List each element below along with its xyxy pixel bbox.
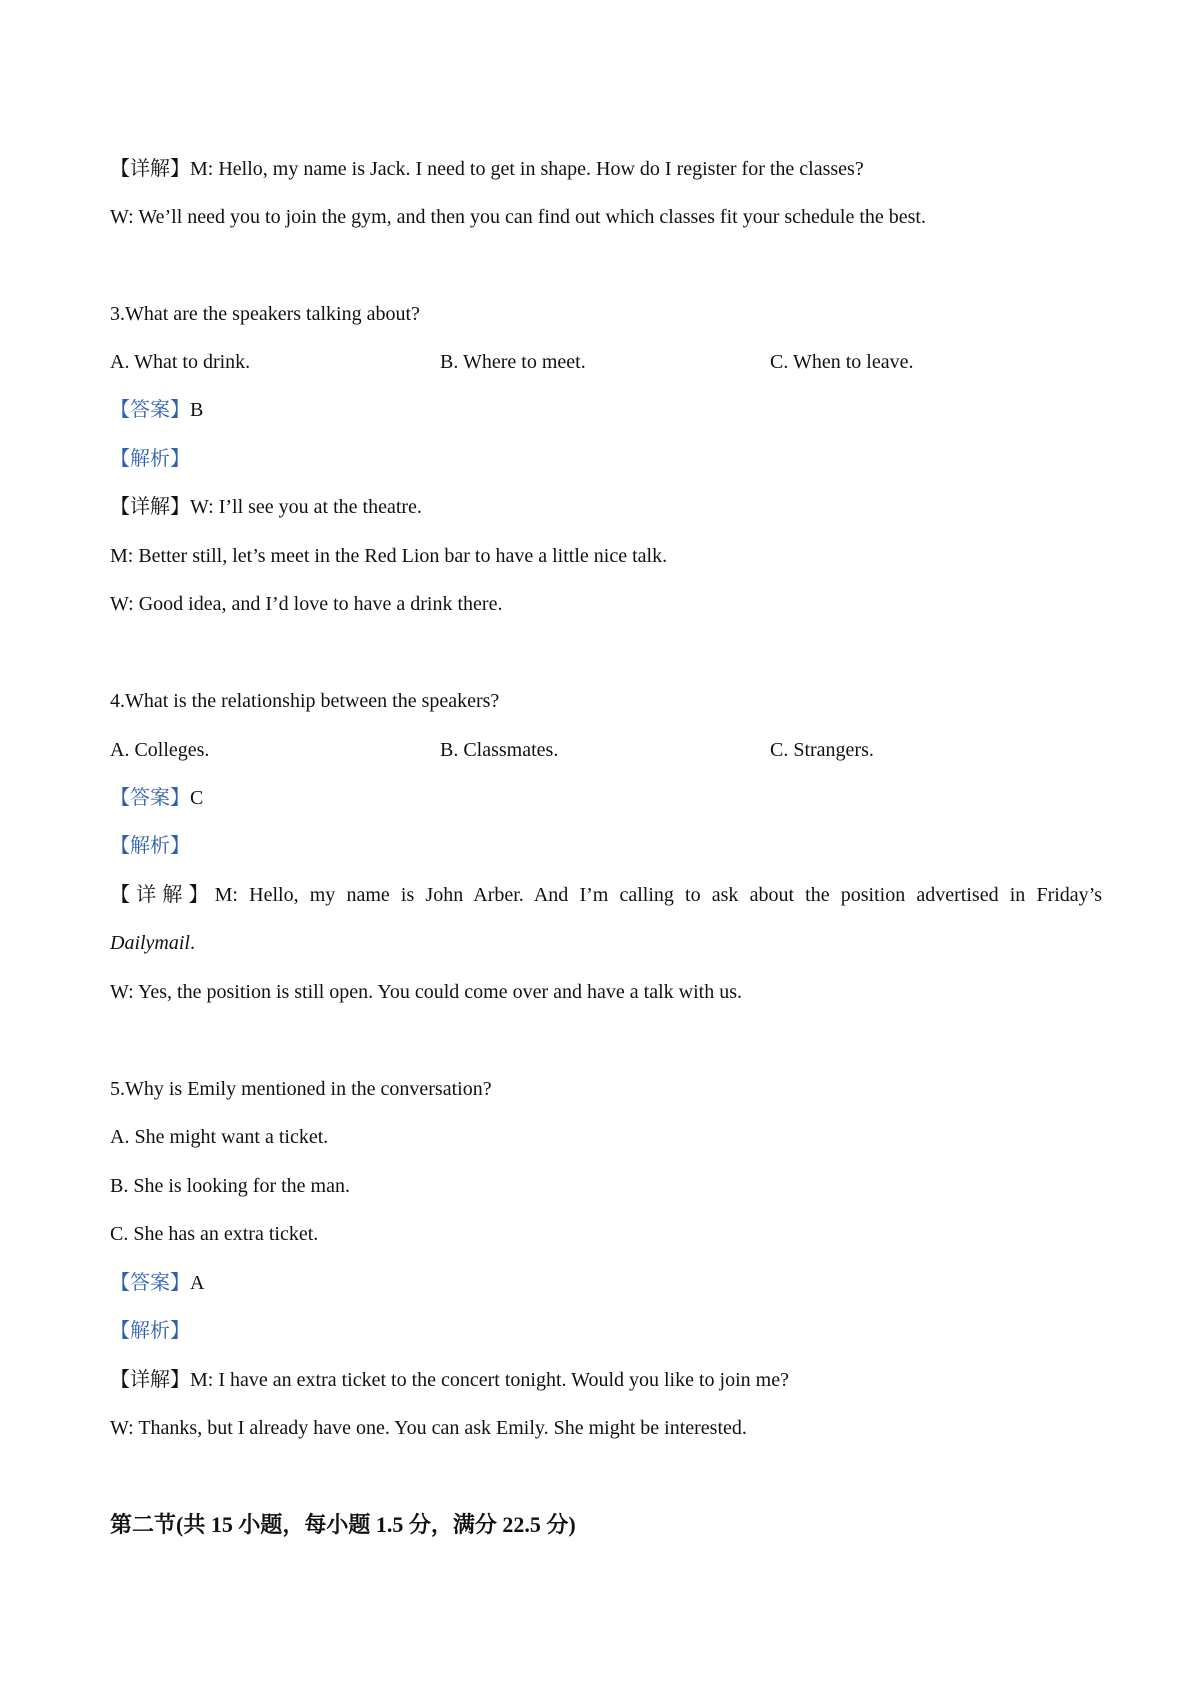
answer-tag: 【答案】 xyxy=(110,1272,190,1294)
answer-value: A xyxy=(190,1272,205,1294)
detail-tag: 【详解】 xyxy=(110,884,215,906)
q4-detail-line-1-cont xyxy=(110,931,195,955)
question-3: 3.What are the speakers talking about? xyxy=(110,303,420,325)
q4-analysis-tag: 【解析】 xyxy=(110,835,190,857)
q5-detail-line-1 xyxy=(110,1368,789,1392)
period: . xyxy=(190,932,195,954)
answer-value: B xyxy=(190,399,204,421)
q5-analysis-tag: 【解析】 xyxy=(110,1320,190,1342)
answer-tag: 【答案】 xyxy=(110,787,190,809)
question-5: 5.Why is Emily mentioned in the conversation? xyxy=(110,1078,492,1100)
q3-option-c: C. When to leave. xyxy=(770,351,914,373)
q3-option-b: B. Where to meet. xyxy=(440,351,586,373)
detail-tag: 【详解】 xyxy=(110,496,190,518)
q2-detail-line-2: W: We’ll need you to join the gym, and then you can find out which classes fit your schedule the best. xyxy=(110,206,926,228)
q3-answer xyxy=(110,398,203,422)
q3-detail-line-2: M: Better still, let’s meet in the Red Lion bar to have a little nice talk. xyxy=(110,545,668,567)
q5-option-a: A. She might want a ticket. xyxy=(110,1126,329,1148)
q4-detail-line-1 xyxy=(110,883,1102,907)
newspaper-name: Dailymail xyxy=(110,932,190,954)
q3-detail-line-3: W: Good idea, and I’d love to have a drink there. xyxy=(110,593,503,615)
dialogue-text: M: I have an extra ticket to the concert tonight. Would you like to join me? xyxy=(190,1369,789,1391)
q3-analysis-tag: 【解析】 xyxy=(110,448,190,470)
q2-detail-line-1 xyxy=(110,157,864,181)
answer-value: C xyxy=(190,787,204,809)
q3-detail-line-1 xyxy=(110,495,422,519)
q5-detail-line-2: W: Thanks, but I already have one. You can ask Emily. She might be interested. xyxy=(110,1417,747,1439)
q4-option-b: B. Classmates. xyxy=(440,739,559,761)
dialogue-text: W: I’ll see you at the theatre. xyxy=(190,496,422,518)
section-2-heading: 第二节(共 15 小题，每小题 1.5 分，满分 22.5 分) xyxy=(110,1512,576,1537)
q4-detail-line-2: W: Yes, the position is still open. You could come over and have a talk with us. xyxy=(110,981,742,1003)
q5-answer xyxy=(110,1271,204,1295)
detail-tag: 【详解】 xyxy=(110,1369,190,1391)
q5-option-c: C. She has an extra ticket. xyxy=(110,1223,319,1245)
dialogue-text: M: Hello, my name is Jack. I need to get in shape. How do I register for the classes? xyxy=(190,158,864,180)
q3-option-a: A. What to drink. xyxy=(110,351,251,373)
answer-tag: 【答案】 xyxy=(110,399,190,421)
q5-option-b: B. She is looking for the man. xyxy=(110,1175,350,1197)
detail-tag: 【详解】 xyxy=(110,158,190,180)
question-4: 4.What is the relationship between the speakers? xyxy=(110,690,500,712)
q4-answer xyxy=(110,786,203,810)
q4-option-c: C. Strangers. xyxy=(770,739,874,761)
dialogue-text: M: Hello, my name is John Arber. And I’m calling to ask about the position advertised in Friday’s xyxy=(214,884,1102,906)
q4-option-a: A. Colleges. xyxy=(110,739,210,761)
